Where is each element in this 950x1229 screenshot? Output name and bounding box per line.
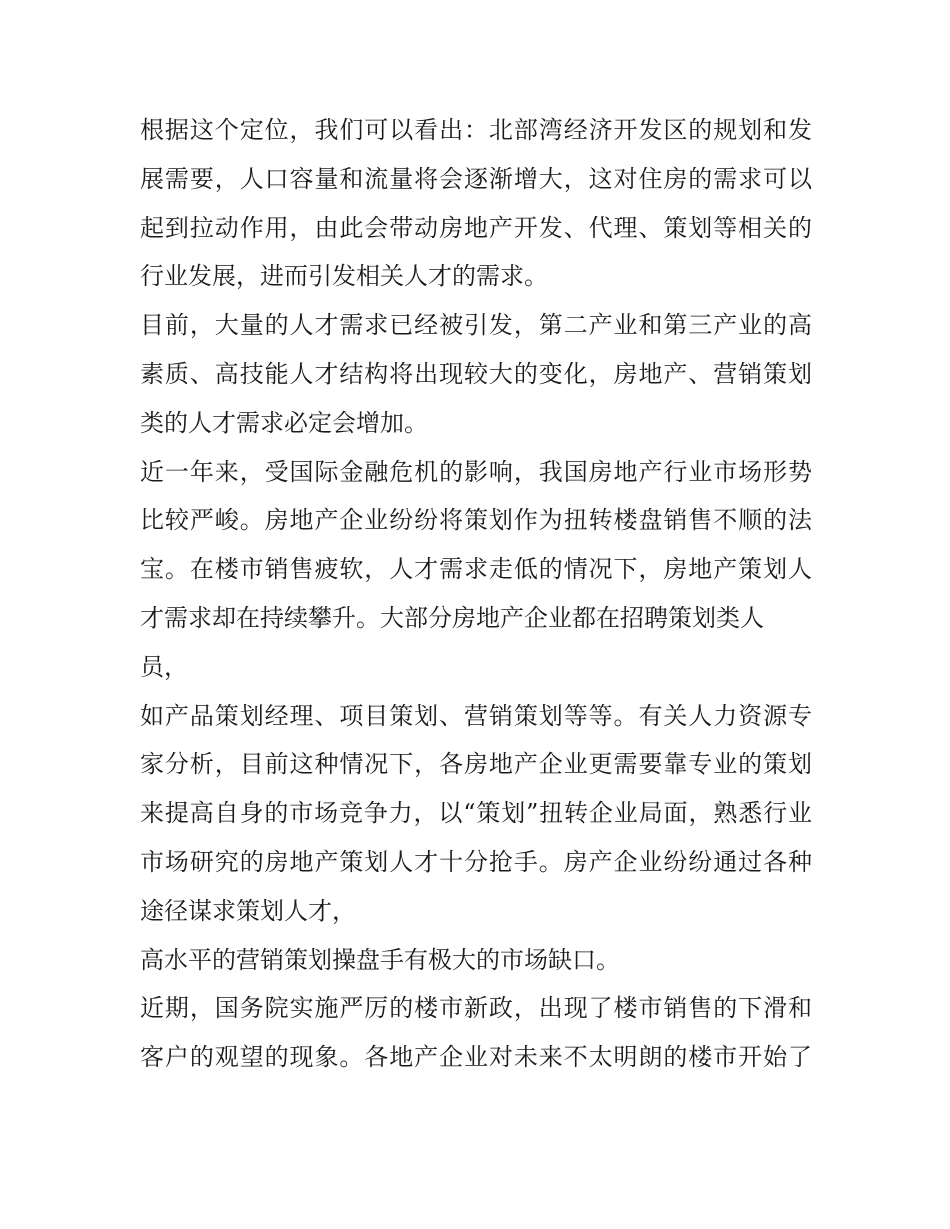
text-line: 宝。在楼市销售疲软，人才需求走低的情况下，房地产策划人 [140,555,812,584]
text-line: 近期，国务院实施严厉的楼市新政，出现了楼市销售的下滑和 [140,994,812,1023]
text-line: 市场研究的房地产策划人才十分抢手。房产企业纷纷通过各种 [140,847,812,876]
text-line: 来提高自身的市场竞争力，以“策划”扭转企业局面，熟悉行业 [140,799,812,828]
text-line: 客户的观望的现象。各地产企业对未来不太明朗的楼市开始了 [140,1043,812,1072]
text-line: 类的人才需求必定会增加。 [140,408,428,437]
text-line: 起到拉动作用，由此会带动房地产开发、代理、策划等相关的 [140,213,812,242]
text-line: 展需要，人口容量和流量将会逐渐增大，这对住房的需求可以 [140,164,812,193]
document-body [140,106,812,1082]
text-line: 员， [140,652,188,681]
text-line: 素质、高技能人才结构将出现较大的变化，房地产、营销策划 [140,359,812,388]
text-line: 高水平的营销策划操盘手有极大的市场缺口。 [140,945,620,974]
text-line: 如产品策划经理、项目策划、营销策划等等。有关人力资源专 [140,701,812,730]
text-line: 家分析，目前这种情况下，各房地产企业更需要靠专业的策划 [140,750,812,779]
text-line: 才需求却在持续攀升。大部分房地产企业都在招聘策划类人 [140,603,764,632]
text-line: 近一年来，受国际金融危机的影响，我国房地产行业市场形势 [140,457,812,486]
text-line: 行业发展，进而引发相关人才的需求。 [140,262,548,291]
text-line: 目前，大量的人才需求已经被引发，第二产业和第三产业的高 [140,311,812,340]
text-line: 途径谋求策划人才， [140,896,356,925]
text-line: 根据这个定位，我们可以看出：北部湾经济开发区的规划和发 [140,116,812,144]
text-line: 比较严峻。房地产企业纷纷将策划作为扭转楼盘销售不顺的法 [140,506,812,535]
